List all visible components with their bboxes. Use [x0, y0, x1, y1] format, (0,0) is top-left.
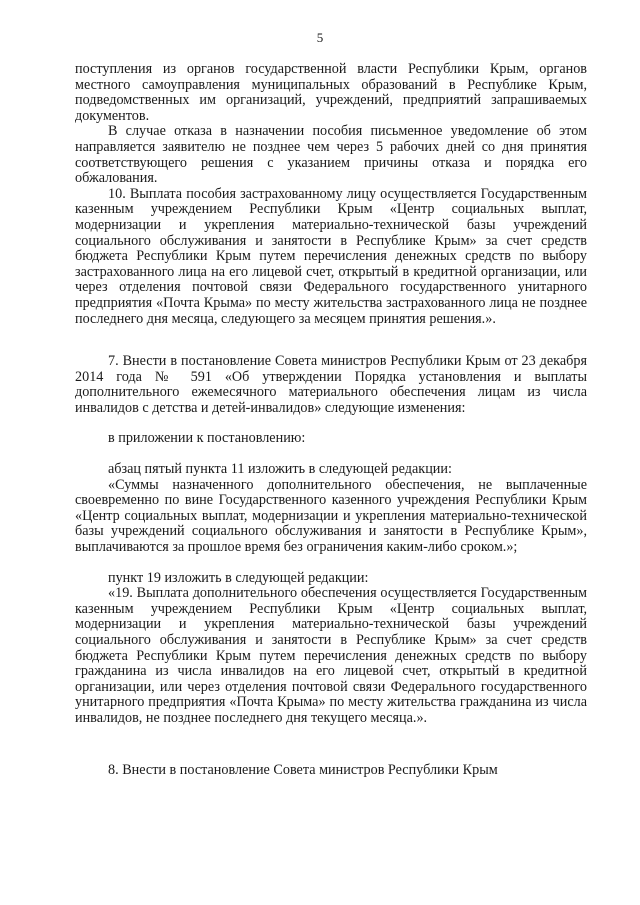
paragraph-item-10: 10. Выплата пособия застрахованному лицу осуществляется Государственным казенным учреждением Республики Крым «Центр социальных выплат, модернизации и укрепления материально-технической базы учреждений социального обслуживания и занятости в Республике Крым» за счет средств бюджета Республики Крым путем перечисления денежных средств по выбору застрахованного лица на его лицевой счет, открытый в кредитной организации, или через отделения почтовой связи Федерального государственного унитарного предприятия «Почта Крыма» по месту жительства застрахованного лица не позднее последнего дня месяца, следующего за месяцем принятия решения.». [75, 185, 587, 327]
document-body [75, 62, 587, 778]
paragraph-continuation: поступления из органов государственной власти Республики Крым, органов местного самоуправления муниципальных образований в Республике Крым, подведомственных им организаций, учреждений, предприятий запрашиваемых документов. [75, 61, 587, 124]
paragraph-item-11-text: «Суммы назначенного дополнительного обеспечения, не выплаченные своевременно по вине Государственного казенного учреждения Республики Крым «Центр социальных выплат, модернизации и укрепления материально-технической базы учреждений социального обслуживания и занятости в Республике Крым», выплачиваются за прошлое время без ограничения каким-либо сроком.»; [75, 476, 587, 556]
paragraph-item-19-intro: пункт 19 изложить в следующей редакции: [108, 569, 369, 586]
paragraph-item-7: 7. Внести в постановление Совета министров Республики Крым от 23 декабря 2014 года № 591 «Об утверждении Порядка установления и выплаты дополнительного ежемесячного материального обеспечения лицам из числа инвалидов с детства и детей-инвалидов» следующие изменения: [75, 353, 587, 416]
page-number: 5 [316, 30, 324, 45]
paragraph-item-11-intro: абзац пятый пункта 11 изложить в следующей редакции: [108, 461, 452, 478]
paragraph-appendix: в приложении к постановлению: [108, 430, 306, 447]
paragraph-refusal-notice: В случае отказа в назначении пособия письменное уведомление об этом направляется заявителю не позднее чем через 5 рабочих дней со дня принятия соответствующего решения с указанием причины отказа и порядка его обжалования. [75, 123, 587, 187]
paragraph-item-19-text: «19. Выплата дополнительного обеспечения осуществляется Государственным казенным учреждением Республики Крым «Центр социальных выплат, модернизации и укрепления материально-технической базы учреждений социального обслуживания и занятости в Республике Крым» за счет средств бюджета Республики Крым путем перечисления денежных средств по выбору гражданина из числа инвалидов на его лицевой счет, открытый в кредитной организации, или через отделения почтовой связи Федерального государственного унитарного предприятия «Почта Крыма» по месту жительства гражданина из числа инвалидов, не позднее последнего дня текущего месяца.». [75, 585, 587, 726]
paragraph-item-8: 8. Внести в постановление Совета министров Республики Крым [108, 761, 498, 778]
